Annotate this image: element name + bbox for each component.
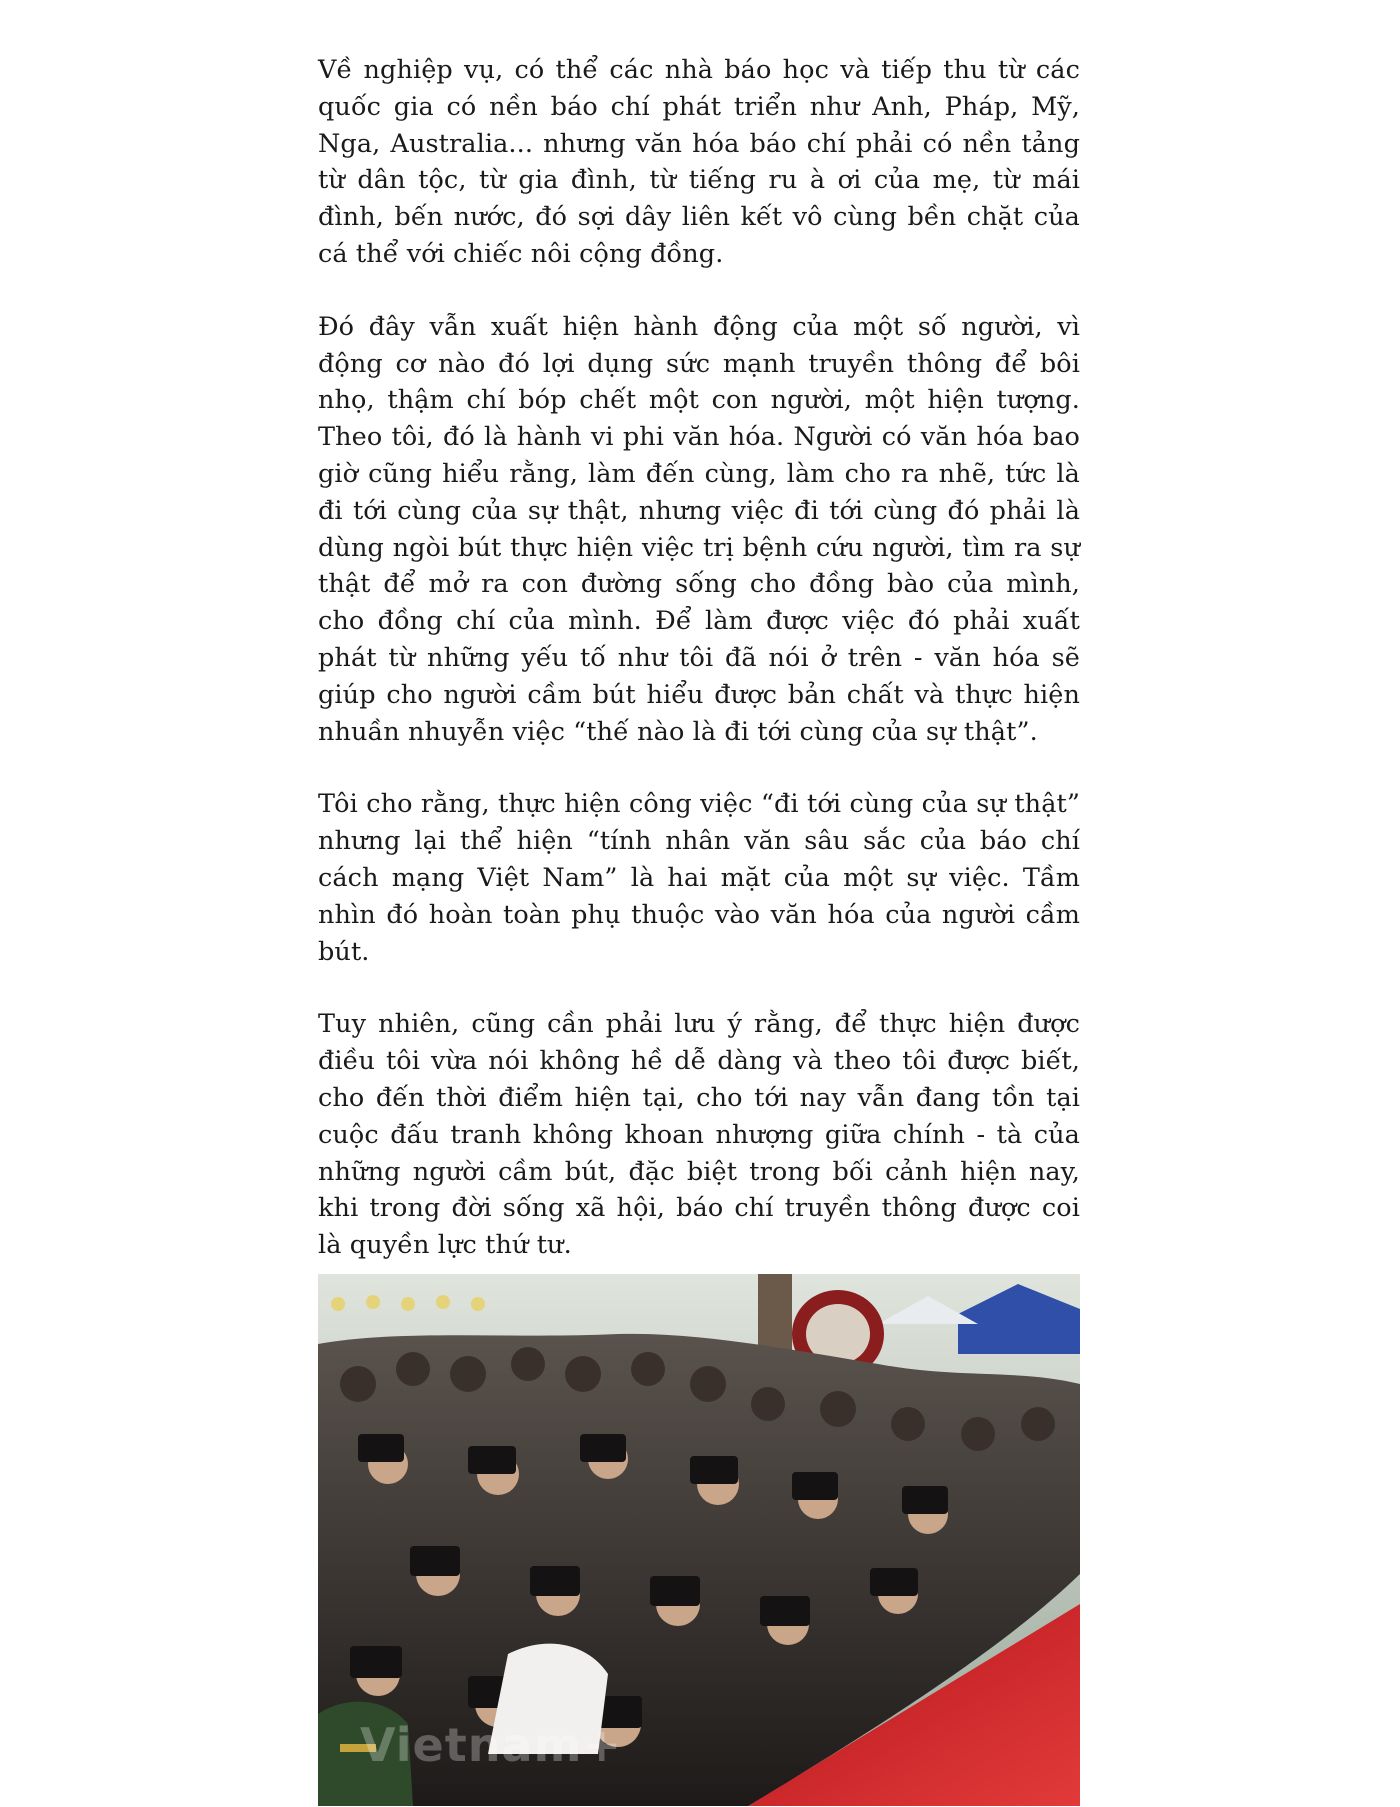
article-paragraph-3: Tôi cho rằng, thực hiện công việc “đi tới cùng của sự thật” nhưng lại thể hiện “tính nhân văn sâu sắc của báo chí cách mạng Việt Nam” là hai mặt của một sự việc. Tầm nhìn đó hoàn toàn phụ thuộc vào văn hóa của người cầm bút. xyxy=(318,789,1080,967)
article-body xyxy=(318,52,1080,1300)
article-paragraph-2: Đó đây vẫn xuất hiện hành động của một số người, vì động cơ nào đó lợi dụng sức mạnh truyền thông để bôi nhọ, thậm chí bóp chết một con người, một hiện tượng. Theo tôi, đó là hành vi phi văn hóa. Người có văn hóa bao giờ cũng hiểu rằng, làm đến cùng, làm cho ra nhẽ, tức là đi tới cùng của sự thật, nhưng việc đi tới cùng đó phải là dùng ngòi bút thực hiện việc trị bệnh cứu người, tìm ra sự thật để mở ra con đường sống cho đồng bào của mình, cho đồng chí của mình. Để làm được việc đó phải xuất phát từ những yếu tố như tôi đã nói ở trên - văn hóa sẽ giúp cho người cầm bút hiểu được bản chất và thực hiện nhuần nhuyễn việc “thế nào là đi tới cùng của sự thật”. xyxy=(318,311,1080,747)
article-paragraph-4: Tuy nhiên, cũng cần phải lưu ý rằng, để thực hiện được điều tôi vừa nói không hề dễ dàng và theo tôi được biết, cho đến thời điểm hiện tại, cho tới nay vẫn đang tồn tại cuộc đấu tranh không khoan nhượng giữa chính - tà của những người cầm bút, đặc biệt trong bối cảnh hiện nay, khi trong đời sống xã hội, báo chí truyền thông được coi là quyền lực thứ tư. xyxy=(318,1009,1080,1261)
article-photo-press-photographers xyxy=(318,1274,1080,1806)
article-paragraph-1: Về nghiệp vụ, có thể các nhà báo học và tiếp thu từ các quốc gia có nền báo chí phát triển như Anh, Pháp, Mỹ, Nga, Australia... nhưng văn hóa báo chí phải có nền tảng từ dân tộc, từ gia đình, từ tiếng ru à ơi của mẹ, từ mái đình, bến nước, đó sợi dây liên kết vô cùng bền chặt của cá thể với chiếc nôi cộng đồng. xyxy=(318,55,1080,269)
photo-watermark: Vietnam+ xyxy=(360,1718,623,1772)
